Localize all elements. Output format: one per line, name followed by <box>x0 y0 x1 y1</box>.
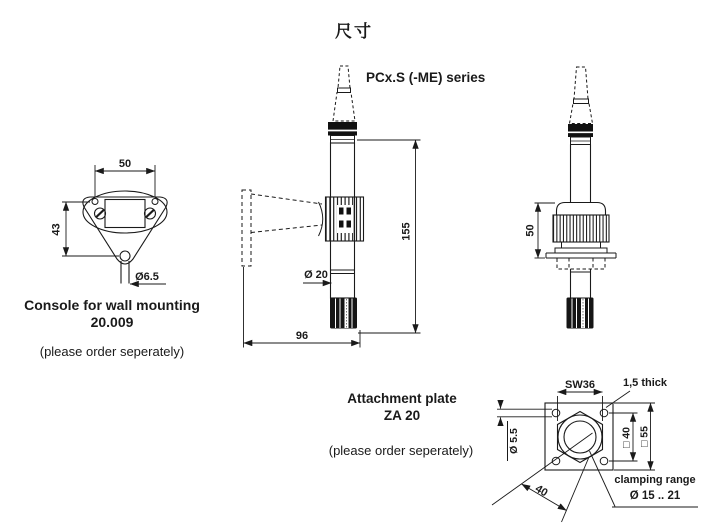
plate-note: (please order seperately) <box>328 443 474 458</box>
sensor-filter-cap-2 <box>567 298 594 329</box>
probe-tip-joint <box>338 88 351 93</box>
dim-length: 155 <box>400 222 412 241</box>
console-caption-line2: 20.009 <box>90 314 134 330</box>
dim-50-lines <box>535 203 556 258</box>
console-caption-line1: Console for wall mounting <box>24 297 200 313</box>
mounting-flange <box>546 253 616 258</box>
console-dim-height: 43 <box>50 222 62 236</box>
plate-caption-line2: ZA 20 <box>383 408 421 423</box>
dim-clamp-height: 50 <box>524 224 537 237</box>
probe-strain-relief-2 <box>570 104 593 124</box>
probe-tip-joint-2 <box>574 99 589 104</box>
cable-gland-band-2 <box>568 124 593 137</box>
nut-circle <box>558 415 602 459</box>
dim-body-diameter: Ø 20 <box>304 268 328 281</box>
gland-step <box>562 242 601 248</box>
clamp-section <box>326 197 364 241</box>
thickness-leader <box>606 391 630 408</box>
dim-hole-spacing: □ 40 <box>620 426 632 448</box>
probe-strain-relief <box>333 93 355 122</box>
panel-view-drawing <box>535 67 617 329</box>
console-dim-width: 50 <box>118 157 132 170</box>
dim-diagonal: 40 <box>532 482 550 499</box>
side-view-drawing <box>242 66 421 348</box>
cable-gland-band <box>328 122 357 136</box>
upper-hex-nut <box>555 248 607 253</box>
clamping-bore <box>564 421 596 453</box>
series-label: PCx.S (-ME) series <box>366 70 486 85</box>
console-dim-rod-diameter: Ø6.5 <box>135 270 159 283</box>
dim-thickness: 1,5 thick <box>623 377 668 389</box>
console-center-block <box>105 200 145 228</box>
dim-sw36-lines <box>558 392 603 421</box>
clamping-range-value: Ø 15 .. 21 <box>629 490 681 502</box>
probe-cable-tip-2 <box>574 67 588 99</box>
clamping-range-label: clamping range <box>614 474 696 486</box>
sensor-filter-cap <box>330 298 357 329</box>
console-screws <box>95 208 156 219</box>
lower-hex-nut <box>557 258 605 269</box>
probe-body-2 <box>571 145 591 203</box>
console-drawing <box>62 165 167 284</box>
probe-cable-tip <box>338 66 350 88</box>
dim-console-depth: 96 <box>295 330 309 342</box>
probe-lower-body-2 <box>571 269 591 298</box>
dim-wrench-size: SW36 <box>565 378 595 391</box>
plate-caption-line1: Attachment plate <box>347 391 457 406</box>
dim-hole-diameter: Ø 5.5 <box>507 421 521 461</box>
plate-corner-holes <box>552 409 608 465</box>
console-body <box>83 197 167 264</box>
dim-hole-dia-lines <box>497 402 552 424</box>
console-bottom-hole <box>120 251 130 261</box>
clamp-arc <box>319 202 323 236</box>
console-note: (please order seperately) <box>39 344 185 359</box>
wall-bracket <box>242 190 322 266</box>
dim-plate-size: □ 55 <box>638 426 650 447</box>
dome-nut-top <box>557 203 606 216</box>
page-title: 尺寸 <box>335 22 373 41</box>
knurled-nut <box>553 215 609 242</box>
